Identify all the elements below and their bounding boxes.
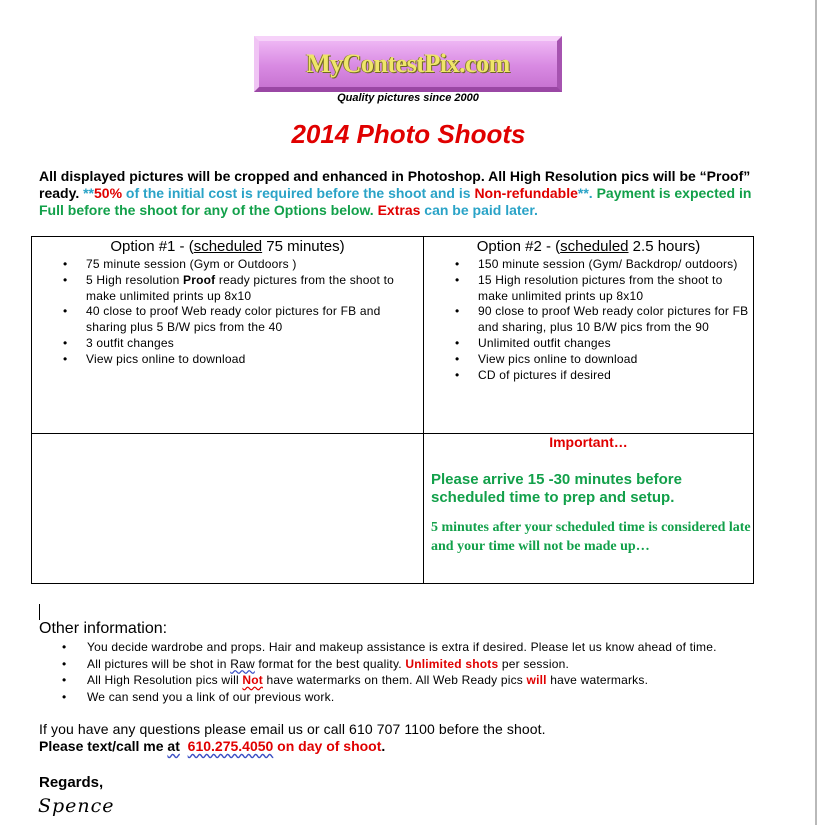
other-info-list bbox=[87, 639, 787, 705]
intro-deposit-text: of the initial cost is required before the shoot and is bbox=[122, 185, 475, 201]
intro-deposit: 50% bbox=[94, 185, 123, 201]
option-2-scheduled: scheduled bbox=[560, 238, 629, 255]
options-table bbox=[31, 236, 754, 584]
option-1-cell[interactable] bbox=[32, 237, 424, 434]
intro-payment: Payment is expected in Full before the shoot for any of the Options below. bbox=[39, 185, 752, 218]
logo-text: MyContestPix.com bbox=[306, 49, 510, 78]
list-item: • View pics online to download bbox=[478, 352, 753, 368]
day-of-shoot: on day of shoot bbox=[273, 738, 382, 754]
contact-line[interactable]: If you have any questions please email us or call 610 707 1100 before the shoot. bbox=[39, 721, 546, 737]
intro-extras-text: can be paid later. bbox=[420, 202, 538, 218]
list-item: • 75 minute session (Gym or Outdoors ) bbox=[86, 257, 423, 273]
important-cell[interactable] bbox=[424, 434, 754, 584]
intro-stars-end: **. bbox=[577, 185, 593, 201]
empty-cell[interactable] bbox=[32, 434, 424, 584]
intro-nonrefundable: Non-refundable bbox=[474, 185, 578, 201]
option-2-cell[interactable] bbox=[424, 237, 754, 434]
list-item-text: have watermarks on them. All Web Ready pics bbox=[262, 673, 527, 687]
will-word: will bbox=[526, 673, 547, 687]
option-2-prefix: Option #2 - ( bbox=[476, 238, 561, 255]
unlimited-shots: Unlimited shots bbox=[405, 656, 499, 671]
option-2-list bbox=[424, 257, 753, 383]
period: . bbox=[381, 738, 386, 754]
list-item: • CD of pictures if desired bbox=[478, 368, 753, 384]
tagline: Quality pictures since 2000 bbox=[337, 92, 479, 104]
list-item: • 15 High resolution pictures from the shoot to make unlimited prints up 8x10 bbox=[478, 273, 753, 305]
list-item-text: ready pictures from the shoot to make unlimited prints up 8x10 bbox=[86, 272, 395, 303]
late-note: 5 minutes after your scheduled time is considered late and your time will not be made up… bbox=[431, 520, 751, 554]
list-item-text: All pictures will be shot in bbox=[87, 656, 231, 671]
list-item bbox=[87, 656, 787, 673]
list-item-bold: Proof bbox=[183, 272, 216, 287]
text-cursor bbox=[39, 604, 40, 620]
regards-text[interactable]: Regards, bbox=[39, 774, 104, 791]
option-2-duration: 2.5 hours) bbox=[628, 238, 701, 255]
list-item: • Unlimited outfit changes bbox=[478, 336, 753, 352]
intro-paragraph[interactable] bbox=[39, 168, 769, 219]
site-logo bbox=[254, 36, 562, 92]
option-2-title bbox=[424, 238, 753, 256]
intro-extras: Extras bbox=[377, 202, 421, 218]
arrival-note: Please arrive 15 -30 minutes before scheduled time to prep and setup. bbox=[431, 471, 682, 506]
intro-stars: ** bbox=[83, 185, 95, 201]
option-1-prefix: Option #1 - ( bbox=[110, 238, 194, 255]
intro-text: All displayed pictures will be cropped and enhanced in Photoshop. All High Resolution pics will be “Proof” ready. bbox=[39, 168, 751, 201]
not-word: Not bbox=[242, 673, 263, 687]
other-info-heading[interactable]: Other information: bbox=[39, 620, 168, 637]
list-item: • You decide wardrobe and props. Hair and makeup assistance is extra if desired. Please let us know ahead of time. bbox=[87, 639, 787, 656]
list-item: • We can send you a link of our previous work. bbox=[87, 689, 787, 706]
list-item-text: format for the best quality. bbox=[254, 656, 406, 671]
list-item-text: All High Resolution pics will bbox=[87, 673, 243, 687]
list-item-text: 5 High resolution bbox=[86, 272, 183, 287]
option-1-scheduled: scheduled bbox=[193, 238, 263, 255]
list-item-text: have watermarks. bbox=[546, 673, 649, 687]
phone-number: 610.275.4050 bbox=[187, 738, 274, 754]
list-item: • 3 outfit changes bbox=[86, 336, 423, 352]
list-item: • 90 close to proof Web ready color pictures for FB and sharing, plus 10 B/W pics from the 90 bbox=[478, 304, 753, 336]
option-1-list bbox=[32, 257, 423, 368]
option-1-duration: 75 minutes) bbox=[262, 238, 345, 255]
list-item: • 40 close to proof Web ready color pictures for FB and sharing plus 5 B/W pics from the 40 bbox=[86, 304, 423, 336]
important-heading: Important… bbox=[549, 434, 628, 450]
list-item bbox=[86, 273, 423, 305]
list-item: • 150 minute session (Gym/ Backdrop/ outdoors) bbox=[478, 257, 753, 273]
at-word: at bbox=[167, 738, 180, 754]
signature: Spence bbox=[38, 795, 115, 817]
option-1-title bbox=[32, 238, 423, 256]
page-title[interactable]: 2014 Photo Shoots bbox=[291, 119, 526, 149]
phone-line-text: Please text/call me bbox=[39, 738, 168, 754]
list-item bbox=[87, 672, 787, 689]
raw-word: Raw bbox=[230, 656, 255, 671]
list-item-text: per session. bbox=[498, 656, 569, 671]
list-item: • View pics online to download bbox=[86, 352, 423, 368]
phone-line[interactable] bbox=[39, 738, 385, 754]
